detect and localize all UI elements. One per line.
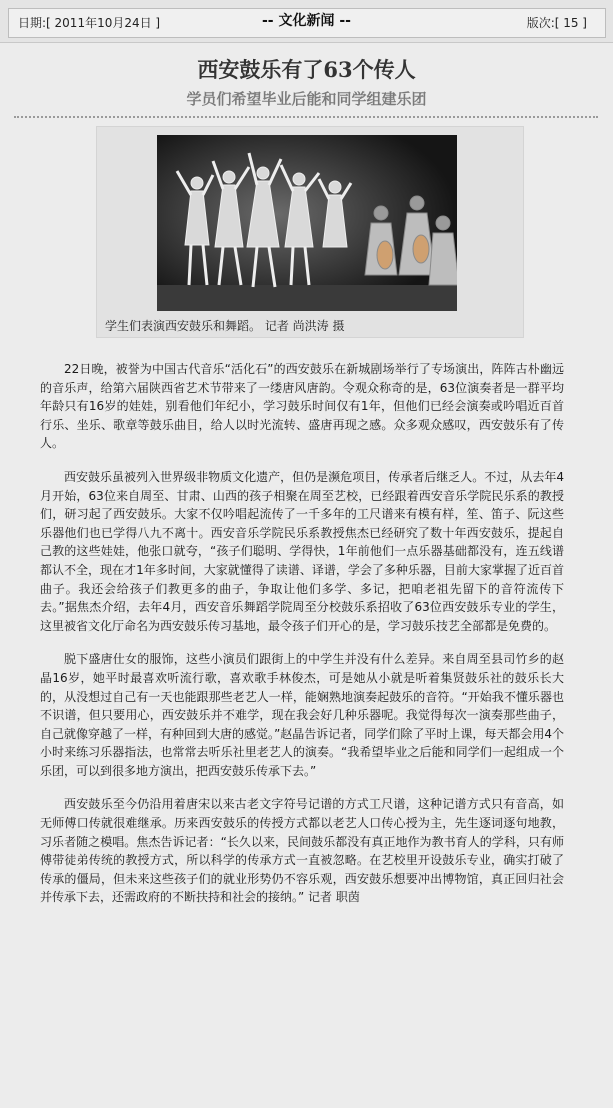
article-body	[40, 360, 564, 922]
photo-frame	[96, 126, 524, 338]
article-subtitle: 学员们希望毕业后能和同学组建乐团	[186, 90, 427, 108]
page-header	[0, 0, 613, 43]
paragraph: 西安鼓乐至今仍沿用着唐宋以来古老文字符号记谱的方式工尺谱，这种记谱方式只有音高，如无师傅口传就很难继承。历来西安鼓乐的传授方式都以老艺人口传心授为主，先生逐词逐句地教，习乐者随之模唱。焦杰告诉记者：“长久以来，民间鼓乐都没有真正地作为教书育人的学科，只有师傅带徒弟传统的教授方式，所以科学的传承方式一直被忽略。在艺校里开设鼓乐专业，确实打破了传承的僵局，但未来这些孩子们的就业形势仍不容乐观，西安鼓乐想要冲出博物馆，真正回归社会并传承下去，还需政府的不断扶持和社会的接纳。” 记者 职茵	[40, 797, 564, 905]
dotted-divider	[14, 116, 598, 118]
photo-caption: 学生们表演西安鼓乐和舞蹈。 记者 尚洪涛 摄	[105, 319, 345, 333]
photo-dancers-icon	[157, 135, 457, 311]
paragraph: 22日晚，被誉为中国古代音乐“活化石”的西安鼓乐在新城剧场举行了专场演出，阵阵古朴幽远的音乐声，给第六届陕西省艺术节带来了一缕唐风唐韵。令观众称奇的是，63位演奏者是一群平均年龄只有16岁的娃娃，别看他们年纪小，学习鼓乐时间仅有1年，但他们已经会演奏或吟唱近百首行乐、坐乐、歌章等鼓乐曲目，给人以时光流转、盛唐再现之感。众多观众感叹，西安鼓乐有了传人。	[40, 362, 564, 451]
page-number: 版次:[ 15 ]	[526, 16, 587, 30]
section-name: -- 文化新闻 --	[262, 13, 351, 29]
issue-date: 日期:[ 2011年10月24日 ]	[18, 16, 161, 30]
article-title: 西安鼓乐有了63个传人	[197, 57, 416, 82]
paragraph: 西安鼓乐虽被列入世界级非物质文化遗产，但仍是濒危项目，传承者后继乏人。不过，从去年4月开始，63位来自周至、甘肃、山西的孩子相聚在周至艺校，已经跟着西安音乐学院民乐系的教授们，研习起了西安鼓乐。大家不仅吟唱起流传了一千多年的工尺谱来有模有样，笙、笛子、阮这些乐器他们也已学得八九不离十。西安音乐学院民乐系教授焦杰已经研究了数十年西安鼓乐，提起自己教的这些娃娃，他张口就夸，“孩子们聪明、学得快，1年前他们一点乐器基础都没有，连五线谱都认不全，现在才1年多时间，大家就懂得了读谱、译谱，学会了多种乐器，目前大家掌握了近百首曲子。我还会给孩子们教更多的曲子，争取让他们多学、多记，把咱老祖先留下的音符流传下去。”据焦杰介绍，去年4月，西安音乐舞蹈学院周至分校鼓乐系招收了63位西安鼓乐专业的学生，这里被省文化厅命名为西安鼓乐传习基地，最令孩子们开心的是，学习鼓乐技艺全部都是免费的。	[40, 469, 564, 633]
paragraph: 脱下盛唐仕女的服饰，这些小演员们跟街上的中学生并没有什么差异。来自周至县司竹乡的赵晶16岁，她平时最喜欢听流行歌，喜欢歌手林俊杰，可是她从小就是听着集贤鼓乐社的鼓乐长大的，从没想过自己有一天也能跟那些老艺人一样，能娴熟地演奏起鼓乐的音符。“开始我不懂乐器也不识谱，但只要用心，西安鼓乐并不难学，现在我会好几种乐器呢。我觉得每次一演奏那些曲子，自己就像穿越了一样，有种回到大唐的感觉。”赵晶告诉记者，同学们除了平时上课，每天都会用4个小时来练习乐器指法，也常常去听乐社里老艺人的演奏。“我希望毕业之后能和同学们一起组成一个乐团，可以到很多地方演出，把西安鼓乐传承下去。”	[40, 652, 564, 778]
